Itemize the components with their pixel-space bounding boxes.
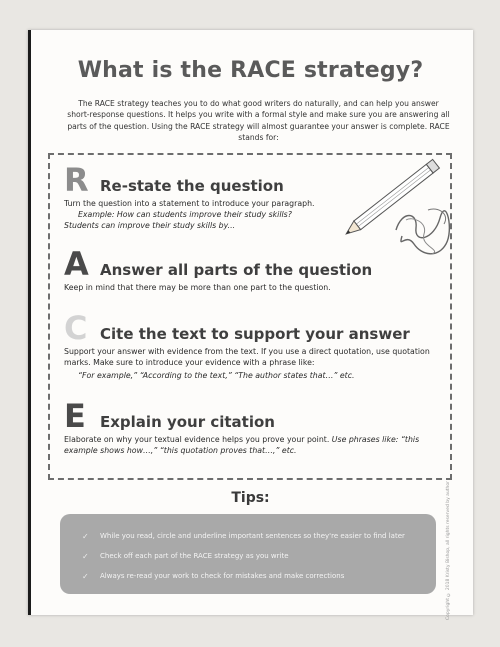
section-body-text: Elaborate on why your textual evidence helps you prove your point. — [64, 435, 330, 444]
section-heading: Explain your citation — [100, 413, 275, 431]
page-edge-shadow — [28, 30, 31, 615]
checkmark-icon: ✓ — [82, 571, 89, 581]
checkmark-icon: ✓ — [82, 551, 89, 561]
section-heading: Re-state the question — [100, 177, 284, 195]
section-body: Support your answer with evidence from the text. If you use a direct quotation, use quotation marks. Make sure to introduce your evidence with a phrase like: — [64, 347, 430, 367]
section-heading: Cite the text to support your answer — [100, 325, 410, 343]
tip-item — [82, 526, 420, 546]
section-heading: Answer all parts of the question — [100, 261, 373, 279]
section-body: Keep in mind that there may be more than one part to the question. — [64, 283, 331, 292]
section-example: Students can improve their study skills by... — [64, 221, 236, 230]
section-letter: A — [64, 245, 89, 283]
section-answer — [64, 245, 444, 293]
tip-item — [82, 546, 420, 566]
worksheet-page — [28, 30, 473, 620]
section-letter: R — [64, 161, 89, 199]
section-restate — [64, 161, 444, 231]
tip-item — [82, 566, 420, 586]
tips-title: Tips: — [231, 490, 270, 506]
section-cite — [64, 309, 444, 381]
section-example: Example: How can students improve their study skills? — [78, 210, 292, 219]
section-example: “For example,” “According to the text,” “The author states that…” etc. — [78, 371, 355, 380]
intro-paragraph: The RACE strategy teaches you to do what good writers do naturally, and can help you answer short-response questions. It helps you write with a formal style and make sure you are answering all parts of the question. Using the RACE strategy will almost guarantee your answer is complete. RACE stands for: — [67, 99, 450, 143]
copyright-note: Copyright © 2018 Kristy Bishop, all rights reserved by author — [446, 480, 451, 620]
page-title: What is the RACE strategy? — [77, 58, 424, 83]
section-body: Turn the question into a statement to introduce your paragraph. — [64, 199, 315, 208]
tips-box — [60, 514, 436, 594]
tip-text: Always re-read your work to check for mistakes and make corrections — [100, 572, 345, 580]
section-body — [64, 434, 444, 456]
section-letter: C — [64, 309, 88, 347]
tip-text: While you read, circle and underline important sentences so they're easier to find later — [100, 532, 405, 540]
section-example: Use phrases like: “this example shows how…,” “this quotation proves that…,” etc. — [64, 435, 420, 455]
checkmark-icon: ✓ — [82, 531, 89, 541]
section-explain — [64, 397, 444, 456]
section-letter: E — [64, 397, 86, 435]
tip-text: Check off each part of the RACE strategy as you write — [100, 552, 289, 560]
